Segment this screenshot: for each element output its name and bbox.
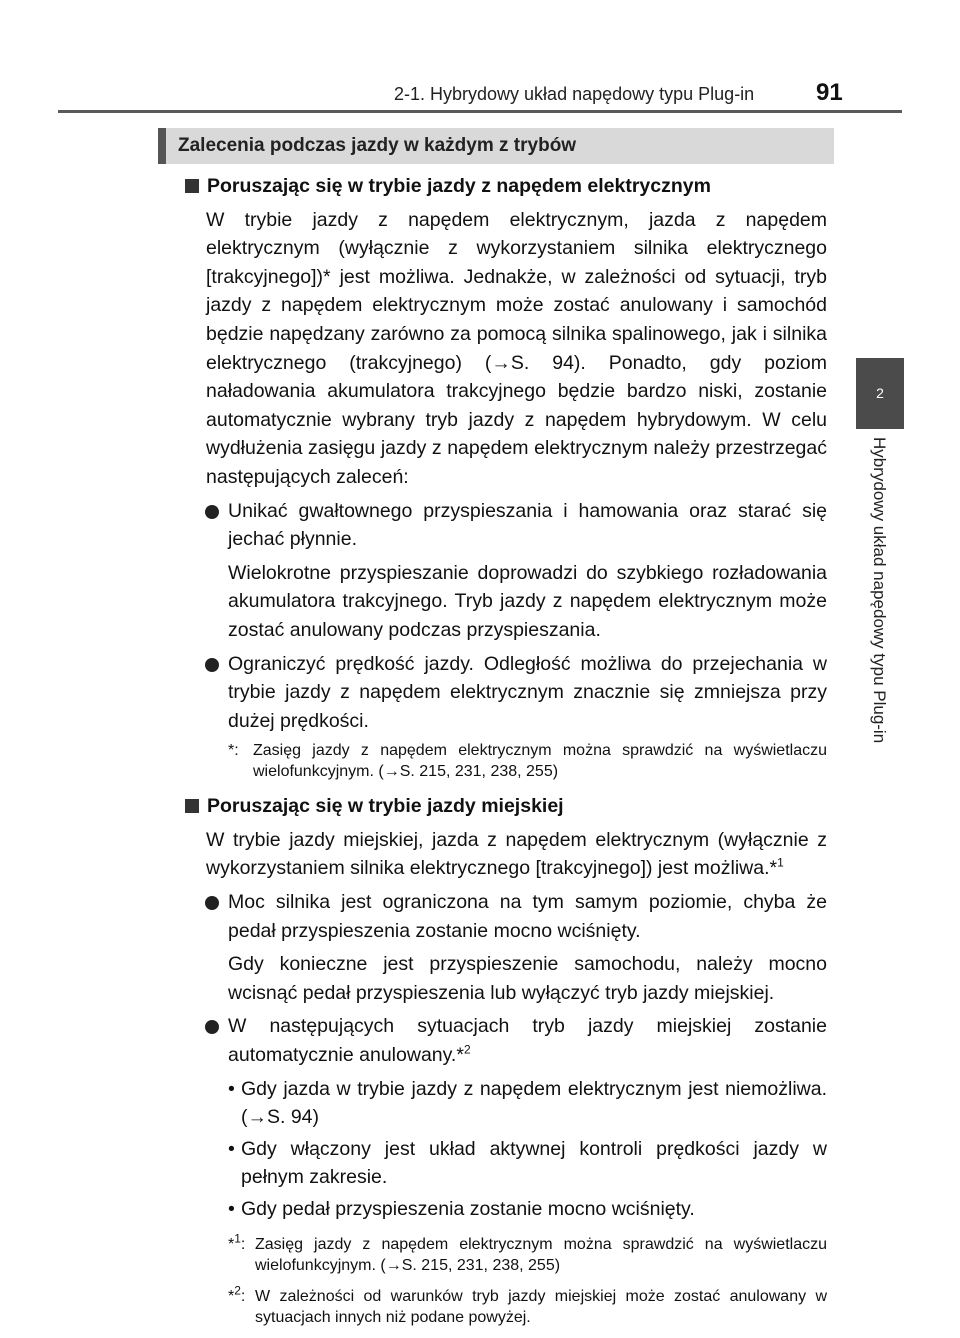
header-rule [58, 110, 902, 113]
page-content [183, 172, 827, 1338]
city-mode-intro: W trybie jazdy miejskiej, jazda z napędem elektrycznym (wyłącznie z wykorzystaniem silnika elektrycznego [trakcyjnego]) jest możliwa.*$^1$ [206, 828, 827, 880]
sub-list-item: • Gdy jazda w trybie jazdy z napędem elektrycznym jest niemożliwa. (→S. 94) [183, 1075, 827, 1132]
page-number: 91 [816, 79, 843, 106]
footnote [183, 740, 827, 782]
small-bullet: • [228, 1077, 235, 1100]
footnote [183, 1283, 827, 1328]
bullet-title: Ograniczyć prędkość jazdy. Odległość możliwa do przejechania w trybie jazdy z napędem elektrycznym znacznie się zmniejsza przy dużej prędkości. [228, 652, 827, 732]
round-bullet-icon [205, 505, 219, 519]
small-bullet: • [228, 1198, 235, 1220]
footnote-text: Zasięg jazdy z napędem elektrycznym można sprawdzić na wyświetlaczu wielofunkcyjnym. (→S. 215, 231, 238, 255) [255, 1235, 827, 1274]
chapter-tab: 2 [856, 358, 904, 429]
section-heading: Zalecenia podczas jazdy w każdym z trybów [178, 135, 577, 156]
round-bullet-icon [205, 658, 219, 672]
small-bullet: • [228, 1137, 235, 1160]
footnote-text: W zależności od warunków tryb jazdy miejskiej może zostać anulowany w sytuacjach innych niż podane powyżej. [255, 1287, 827, 1326]
round-bullet-icon [205, 896, 219, 910]
footnote-mark: *: [228, 742, 239, 760]
footnote-mark: *$^2$: [228, 1283, 246, 1305]
square-bullet-icon [185, 179, 199, 193]
ev-mode-intro: W trybie jazdy z napędem elektrycznym, jazda z napędem elektrycznym (wyłącznie z wykorzystaniem silnika elektrycznego [trakcyjnego])* jest możliwa. Jednakże, w zależności od sytuacji, tryb jazdy z napędem elektrycznym może zostać anulowany i samochód będzie napędzany zarówno za pomocą silnika spalinowego, jak i silnika elektrycznego (trakcyjnego) (→S. 94). Ponadto, gdy poziom naładowania akumulatora trakcyjnego będzie bardzo niski, zostanie automatycznie wybrany tryb jazdy z napędem hybrydowym. W celu wydłużenia zasięgu jazdy z napędem elektrycznym należy przestrzegać następujących zaleceń: [206, 208, 827, 488]
bullet-text: Wielokrotne przyspieszanie doprowadzi do szybkiego rozładowania akumulatora trakcyjnego. Tryb jazdy z napędem elektrycznym może zostać anulowany podczas przyspieszania. [228, 561, 827, 641]
bullet-item: W następujących sytuacjach tryb jazdy miejskiej zostanie automatycznie anulowany.*$^2$ [183, 1012, 827, 1069]
bullet-text: Gdy konieczne jest przyspieszenie samochodu, należy mocno wcisnąć pedał przyspieszenia lub wyłączyć tryb jazdy miejskiej. [228, 953, 827, 1004]
sub-list-item: • Gdy włączony jest układ aktywnej kontroli prędkości jazdy w pełnym zakresie. [183, 1135, 827, 1192]
bullet-title: Moc silnika jest ograniczona na tym samym poziomie, chyba że pedał przyspieszenia zostanie mocno wciśnięty. [228, 891, 827, 942]
bullet-title: W następujących sytuacjach tryb jazdy miejskiej zostanie automatycznie anulowany.* [228, 1015, 827, 1067]
footnote-mark: *$^1$: [228, 1231, 246, 1253]
section-heading-bar [158, 128, 834, 164]
subheading-text: Poruszając się w trybie jazdy z napędem elektrycznym [207, 175, 711, 197]
bullet-item [183, 650, 827, 736]
footnote [183, 1231, 827, 1276]
sub-list-item: • Gdy pedał przyspieszenia zostanie mocno wciśnięty. [183, 1195, 827, 1224]
round-bullet-icon [205, 1020, 219, 1034]
bullet-item [183, 888, 827, 945]
square-bullet-icon [185, 799, 199, 813]
bullet-item [183, 497, 827, 554]
subheading-city-mode [183, 792, 827, 821]
bullet-title: Unikać gwałtownego przyspieszania i hamowania oraz starać się jechać płynnie. [228, 499, 827, 551]
subheading-text: Poruszając się w trybie jazdy miejskiej [207, 795, 564, 818]
subheading-ev-mode [183, 172, 827, 201]
chapter-title-vertical: Hybrydowy układ napędowy typu Plug-in [870, 437, 889, 744]
running-header: 2-1. Hybrydowy układ napędowy typu Plug-in [394, 84, 755, 104]
footnote-text: Zasięg jazdy z napędem elektrycznym można sprawdzić na wyświetlaczu wielofunkcyjnym. (→S. 215, 231, 238, 255) [253, 742, 827, 781]
